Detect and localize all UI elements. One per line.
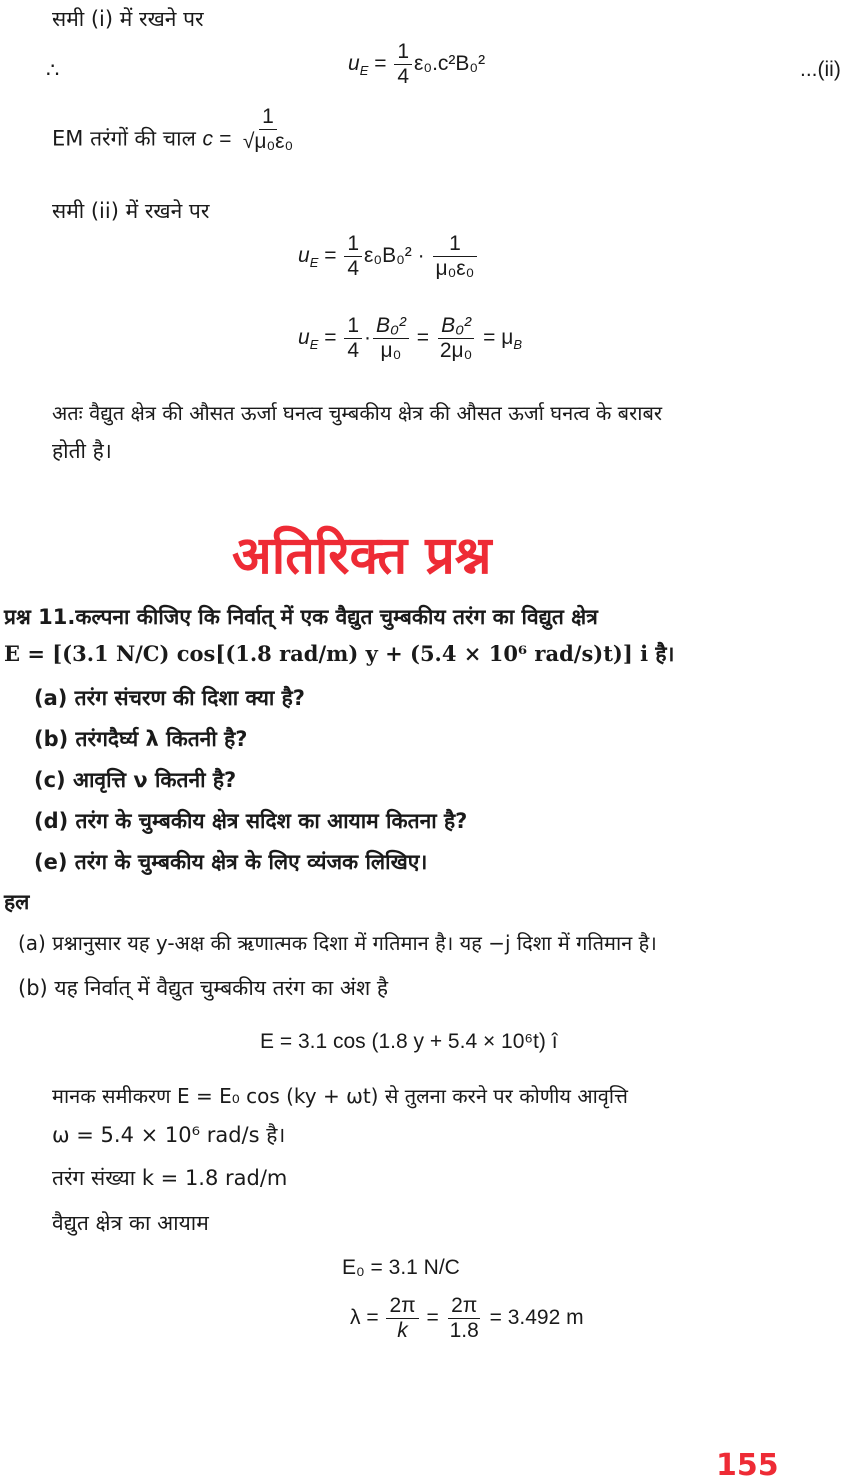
question-part-e: (e) तरंग के चुम्बकीय क्षेत्र के लिए व्यंजक लिखिए।	[34, 850, 428, 874]
solution-label: हल	[4, 890, 30, 914]
page-number: 155	[716, 1448, 779, 1483]
equation-ii: $u_E$ = $\frac{1}{4}$ ε₀.c²B₀²	[348, 40, 486, 88]
question-label: प्रश्न 11.	[4, 605, 76, 629]
question-part-b: (b) तरंगदैर्घ्य λ कितनी है?	[34, 727, 248, 751]
em-speed-line: EM तरंगों की चाल c = $\frac{1}{\text{√μ₀ε₀}}$	[52, 105, 294, 153]
compare-line-2: ω = 5.4 × 10⁶ rad/s है।	[52, 1123, 286, 1147]
amplitude-label: वैद्युत क्षेत्र का आयाम	[52, 1211, 209, 1235]
section-heading: अतिरिक्त प्रश्न	[232, 526, 492, 586]
compare-line-1: मानक समीकरण E = E₀ cos (ky + ωt) से तुलना करने पर कोणीय आवृत्ति	[52, 1084, 628, 1108]
solution-part-b: (b) यह निर्वात् में वैद्युत चुम्बकीय तरंग का अंश है	[18, 976, 389, 1000]
conclusion-line-1: अतः वैद्युत क्षेत्र की औसत ऊर्जा घनत्व चुम्बकीय क्षेत्र की औसत ऊर्जा घनत्व के बराबर	[52, 401, 663, 425]
text-line: समी (i) में रखने पर	[52, 7, 204, 31]
equation-tag: ...(ii)	[800, 58, 841, 81]
solution-equation: E = 3.1 cos (1.8 y + 5.4 × 10⁶t) î	[260, 1030, 558, 1053]
question-equation: E = [(3.1 N/C) cos[(1.8 rad/m) y + (5.4 × 10⁶ rad/s)t)] i है।	[4, 641, 675, 666]
equation-b: $u_E$ = $\frac{1}{4}$ · $\frac{\text{B₀²}}{\text{μ₀}}$ = $\frac{\text{B₀²}}{\text{2μ₀}}$ = $\mu_B$	[298, 314, 523, 362]
equation-a: $u_E$ = $\frac{1}{4}$ ε₀B₀² · $\frac{1}{\text{μ₀ε₀}}$	[298, 232, 479, 281]
text-line: समी (ii) में रखने पर	[52, 199, 210, 223]
conclusion-line-2: होती है।	[52, 439, 112, 463]
e0-equation: E₀ = 3.1 N/C	[342, 1256, 460, 1279]
solution-part-a: (a) प्रश्नानुसार यह y-अक्ष की ऋणात्मक दिशा में गतिमान है। यह −j दिशा में गतिमान है।	[18, 931, 657, 955]
lambda-equation: λ = $\frac{2\pi}{k}$ = $\frac{2\pi}{1.8}$ = 3.492 m	[350, 1294, 584, 1342]
question-line: प्रश्न 11.कल्पना कीजिए कि निर्वात् में एक वैद्युत चुम्बकीय तरंग का विद्युत क्षेत्र	[4, 605, 598, 629]
question-part-c: (c) आवृत्ति ν कितनी है?	[34, 768, 237, 792]
question-part-a: (a) तरंग संचरण की दिशा क्या है?	[34, 686, 305, 710]
wave-number-line: तरंग संख्या k = 1.8 rad/m	[52, 1166, 288, 1190]
question-part-d: (d) तरंग के चुम्बकीय क्षेत्र सदिश का आयाम कितना है?	[34, 809, 468, 833]
therefore-symbol: ∴	[46, 59, 60, 82]
